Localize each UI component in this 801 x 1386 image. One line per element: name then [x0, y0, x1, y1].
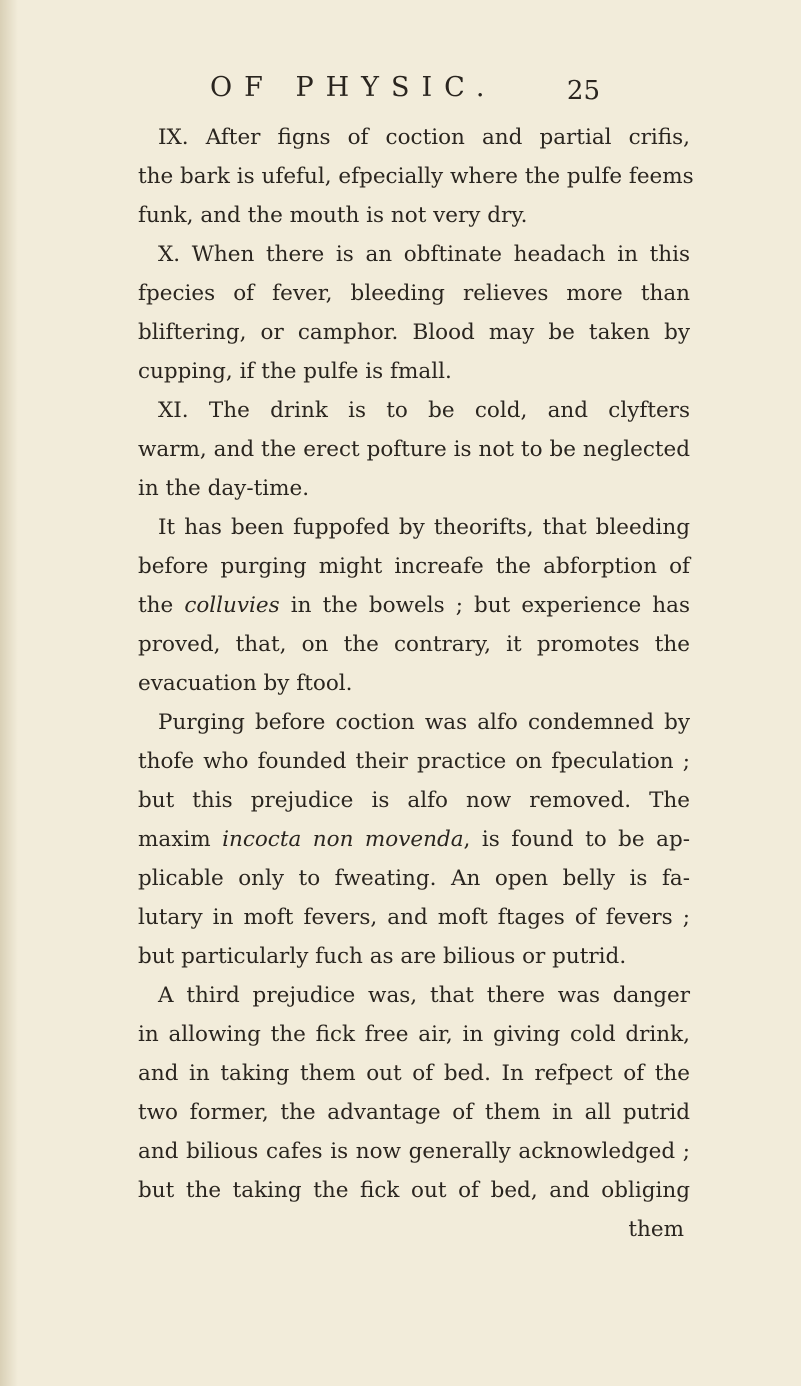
- text-run: XI. The drink is to be cold, and clyfters: [158, 398, 690, 423]
- text-run: in the bowels ; but experience has: [279, 593, 690, 618]
- text-run: maxim: [138, 827, 223, 852]
- text-line: [138, 742, 690, 781]
- text-line: [138, 118, 690, 157]
- italic-latin-phrase: colluvies: [184, 593, 280, 618]
- text-run: lutary in moft fevers, and moft ftages of fevers ;: [138, 905, 690, 930]
- text-line: [138, 508, 690, 547]
- text-run: proved, that, on the contrary, it promotes the: [138, 632, 690, 657]
- text-line: [138, 898, 690, 937]
- text-run: two former, the advantage of them in all putrid: [138, 1100, 690, 1125]
- text-run: in the day-time.: [138, 476, 310, 501]
- text-run: fpecies of fever, bleeding relieves more than: [138, 281, 690, 306]
- text-run: them: [628, 1217, 684, 1242]
- text-line: [138, 1093, 690, 1132]
- text-run: It has been fuppofed by theorifts, that bleeding: [158, 515, 690, 540]
- text-line: [138, 469, 690, 508]
- text-line: [138, 859, 690, 898]
- text-line: [138, 430, 690, 469]
- text-run: and bilious cafes is now generally acknowledged ;: [138, 1139, 690, 1164]
- text-run: and in taking them out of bed. In refpect of the: [138, 1061, 690, 1086]
- text-line: [138, 820, 690, 859]
- text-line: [138, 274, 690, 313]
- text-run: , is found to be ap-: [463, 827, 690, 852]
- text-line: [138, 1171, 690, 1210]
- text-run: thofe who founded their practice on fpeculation ;: [138, 749, 690, 774]
- text-run: A third prejudice was, that there was danger: [158, 983, 690, 1008]
- text-run: cupping, if the pulfe is fmall.: [138, 359, 452, 384]
- text-run: X. When there is an obftinate headach in this: [158, 242, 690, 267]
- text-line: [138, 937, 690, 976]
- text-run: evacuation by ftool.: [138, 671, 353, 696]
- text-line: [138, 1015, 690, 1054]
- text-run: Purging before coction was alfo condemned by: [158, 710, 690, 735]
- text-line: [138, 781, 690, 820]
- text-run: bliftering, or camphor. Blood may be taken by: [138, 320, 690, 345]
- text-line: [138, 391, 690, 430]
- italic-latin-phrase: incocta non movenda: [222, 827, 464, 852]
- text-line: [138, 1054, 690, 1093]
- catchword: [138, 1210, 690, 1249]
- text-line: [138, 157, 694, 196]
- text-run: plicable only to fweating. An open belly is fa-: [138, 866, 690, 891]
- running-title: OF PHYSIC.: [210, 72, 497, 103]
- text-run: the: [138, 593, 185, 618]
- text-run: but this prejudice is alfo now removed. The: [138, 788, 690, 813]
- text-line: [138, 313, 690, 352]
- text-line: [138, 703, 690, 742]
- page-number: 25: [566, 76, 600, 106]
- text-run: but the taking the fick out of bed, and obliging: [138, 1178, 690, 1203]
- text-line: [138, 196, 690, 235]
- text-run: in allowing the fick free air, in giving cold drink,: [138, 1022, 690, 1047]
- text-run: IX. After figns of coction and partial crifis,: [158, 125, 690, 150]
- text-run: but particularly fuch as are bilious or putrid.: [138, 944, 627, 969]
- text-run: before purging might increafe the abforption of: [138, 554, 690, 579]
- text-line: [138, 586, 690, 625]
- text-run: warm, and the erect pofture is not to be neglected: [138, 437, 690, 462]
- text-line: [138, 664, 690, 703]
- text-run: funk, and the mouth is not very dry.: [138, 203, 528, 228]
- text-line: [138, 235, 690, 274]
- text-line: [138, 547, 690, 586]
- text-line: [138, 352, 690, 391]
- page-header: [210, 72, 600, 116]
- text-line: [138, 1132, 690, 1171]
- page-edge-shadow: [0, 0, 18, 1386]
- text-run: the bark is ufeful, efpecially where the pulfe feems: [138, 164, 694, 189]
- body-text: [138, 118, 694, 1249]
- text-line: [138, 976, 690, 1015]
- text-line: [138, 625, 690, 664]
